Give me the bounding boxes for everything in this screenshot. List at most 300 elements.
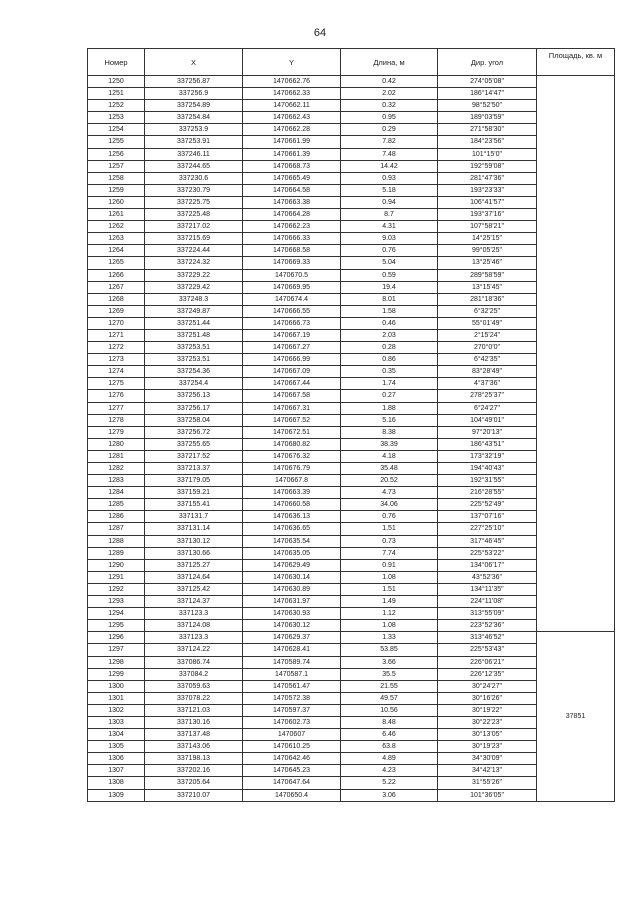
- cell-x: 337124.64: [145, 571, 243, 583]
- cell-number: 1273: [88, 354, 145, 366]
- cell-x: 337130.16: [145, 716, 243, 728]
- table-row: [88, 402, 615, 414]
- cell-number: 1300: [88, 680, 145, 692]
- cell-x: 337123.3: [145, 608, 243, 620]
- table-row: [88, 354, 615, 366]
- cell-y: 1470589.74: [243, 656, 341, 668]
- cell-direction-angle: 137°07'16": [438, 511, 537, 523]
- cell-direction-angle: 6°42'35": [438, 354, 537, 366]
- cell-y: 1470663.38: [243, 196, 341, 208]
- cell-y: 1470636.65: [243, 523, 341, 535]
- cell-direction-angle: 13°25'46": [438, 257, 537, 269]
- area-cell-empty: [537, 76, 615, 632]
- cell-y: 1470662.43: [243, 112, 341, 124]
- cell-y: 1470629.37: [243, 632, 341, 644]
- table-row: [88, 789, 615, 801]
- cell-x: 337078.22: [145, 692, 243, 704]
- cell-x: 337131.14: [145, 523, 243, 535]
- cell-direction-angle: 226°06'21": [438, 656, 537, 668]
- cell-number: 1309: [88, 789, 145, 801]
- cell-number: 1256: [88, 148, 145, 160]
- cell-x: 337249.87: [145, 305, 243, 317]
- cell-x: 337159.21: [145, 487, 243, 499]
- cell-direction-angle: 31°55'26": [438, 777, 537, 789]
- table-body: [88, 76, 615, 802]
- cell-length: 19.4: [341, 281, 438, 293]
- cell-length: 5.16: [341, 414, 438, 426]
- cell-length: 8.48: [341, 716, 438, 728]
- cell-y: 1470669.95: [243, 281, 341, 293]
- cell-length: 0.94: [341, 196, 438, 208]
- cell-number: 1268: [88, 293, 145, 305]
- cell-number: 1302: [88, 704, 145, 716]
- cell-length: 7.74: [341, 547, 438, 559]
- cell-x: 337253.51: [145, 342, 243, 354]
- cell-length: 0.76: [341, 511, 438, 523]
- cell-length: 5.04: [341, 257, 438, 269]
- table-row: [88, 475, 615, 487]
- cell-x: 337143.06: [145, 741, 243, 753]
- table-row: [88, 112, 615, 124]
- cell-y: 1470674.4: [243, 293, 341, 305]
- cell-number: 1291: [88, 571, 145, 583]
- cell-y: 1470587.1: [243, 668, 341, 680]
- table-row: [88, 620, 615, 632]
- cell-direction-angle: 317°46'45": [438, 535, 537, 547]
- cell-y: 1470666.99: [243, 354, 341, 366]
- cell-y: 1470610.25: [243, 741, 341, 753]
- cell-direction-angle: 225°52'49": [438, 499, 537, 511]
- cell-length: 7.48: [341, 148, 438, 160]
- table-row: [88, 523, 615, 535]
- cell-length: 5.18: [341, 184, 438, 196]
- cell-length: 1.51: [341, 583, 438, 595]
- cell-x: 337256.17: [145, 402, 243, 414]
- cell-direction-angle: 6°32'25": [438, 305, 537, 317]
- cell-number: 1271: [88, 329, 145, 341]
- cell-x: 337125.27: [145, 559, 243, 571]
- cell-number: 1296: [88, 632, 145, 644]
- cell-y: 1470630.14: [243, 571, 341, 583]
- cell-x: 337251.44: [145, 317, 243, 329]
- table-row: [88, 76, 615, 88]
- cell-x: 337230.6: [145, 172, 243, 184]
- cell-length: 8.38: [341, 426, 438, 438]
- cell-x: 337137.48: [145, 729, 243, 741]
- cell-direction-angle: 224°11'08": [438, 596, 537, 608]
- cell-number: 1307: [88, 765, 145, 777]
- cell-x: 337217.02: [145, 221, 243, 233]
- cell-y: 1470663.39: [243, 487, 341, 499]
- cell-length: 8.7: [341, 209, 438, 221]
- cell-x: 337254.84: [145, 112, 243, 124]
- cell-number: 1295: [88, 620, 145, 632]
- cell-direction-angle: 193°37'16": [438, 209, 537, 221]
- cell-y: 1470669.33: [243, 257, 341, 269]
- cell-x: 337244.65: [145, 160, 243, 172]
- table-row: [88, 390, 615, 402]
- cell-y: 1470631.97: [243, 596, 341, 608]
- table-row: [88, 293, 615, 305]
- cell-number: 1293: [88, 596, 145, 608]
- cell-direction-angle: 313°55'09": [438, 608, 537, 620]
- cell-direction-angle: 134°11'35": [438, 583, 537, 595]
- cell-number: 1308: [88, 777, 145, 789]
- cell-y: 1470666.73: [243, 317, 341, 329]
- cell-x: 337205.64: [145, 777, 243, 789]
- cell-direction-angle: 225°53'22": [438, 547, 537, 559]
- cell-direction-angle: 99°05'25": [438, 245, 537, 257]
- cell-direction-angle: 226°12'35": [438, 668, 537, 680]
- cell-x: 337130.66: [145, 547, 243, 559]
- cell-number: 1253: [88, 112, 145, 124]
- cell-number: 1290: [88, 559, 145, 571]
- table-row: [88, 765, 615, 777]
- cell-direction-angle: 186°14'47": [438, 88, 537, 100]
- cell-number: 1306: [88, 753, 145, 765]
- cell-y: 1470630.93: [243, 608, 341, 620]
- table-row: [88, 704, 615, 716]
- cell-y: 1470642.46: [243, 753, 341, 765]
- cell-y: 1470667.8: [243, 475, 341, 487]
- cell-x: 337124.37: [145, 596, 243, 608]
- cell-x: 337130.12: [145, 535, 243, 547]
- cell-length: 7.82: [341, 136, 438, 148]
- cell-x: 337256.87: [145, 76, 243, 88]
- cell-y: 1470664.28: [243, 209, 341, 221]
- cell-y: 1470650.4: [243, 789, 341, 801]
- cell-direction-angle: 104°49'01": [438, 414, 537, 426]
- cell-number: 1269: [88, 305, 145, 317]
- table-row: [88, 342, 615, 354]
- cell-length: 0.27: [341, 390, 438, 402]
- cell-x: 337256.9: [145, 88, 243, 100]
- cell-y: 1470667.58: [243, 390, 341, 402]
- cell-number: 1294: [88, 608, 145, 620]
- cell-x: 337255.65: [145, 438, 243, 450]
- cell-x: 337210.07: [145, 789, 243, 801]
- cell-number: 1270: [88, 317, 145, 329]
- header-y: Y: [243, 49, 341, 76]
- cell-number: 1250: [88, 76, 145, 88]
- cell-direction-angle: 34°30'09": [438, 753, 537, 765]
- cell-y: 1470667.19: [243, 329, 341, 341]
- cell-number: 1259: [88, 184, 145, 196]
- cell-number: 1288: [88, 535, 145, 547]
- cell-y: 1470667.52: [243, 414, 341, 426]
- cell-number: 1267: [88, 281, 145, 293]
- cell-length: 8.01: [341, 293, 438, 305]
- table-row: [88, 366, 615, 378]
- table-row: [88, 438, 615, 450]
- cell-direction-angle: 13°15'45": [438, 281, 537, 293]
- cell-direction-angle: 2°15'24": [438, 329, 537, 341]
- cell-number: 1285: [88, 499, 145, 511]
- cell-y: 1470645.23: [243, 765, 341, 777]
- cell-length: 0.91: [341, 559, 438, 571]
- cell-direction-angle: 189°03'59": [438, 112, 537, 124]
- cell-number: 1251: [88, 88, 145, 100]
- cell-length: 34.06: [341, 499, 438, 511]
- table-row: [88, 692, 615, 704]
- cell-x: 337155.41: [145, 499, 243, 511]
- table-row: [88, 777, 615, 789]
- cell-direction-angle: 101°36'05": [438, 789, 537, 801]
- cell-length: 49.57: [341, 692, 438, 704]
- cell-x: 337246.11: [145, 148, 243, 160]
- cell-direction-angle: 186°43'51": [438, 438, 537, 450]
- cell-direction-angle: 34°42'13": [438, 765, 537, 777]
- cell-direction-angle: 278°25'37": [438, 390, 537, 402]
- page-number: 64: [313, 27, 327, 39]
- table-row: [88, 463, 615, 475]
- cell-length: 4.31: [341, 221, 438, 233]
- table-row: [88, 281, 615, 293]
- cell-direction-angle: 192°59'08": [438, 160, 537, 172]
- cell-y: 1470676.79: [243, 463, 341, 475]
- table-row: [88, 329, 615, 341]
- cell-direction-angle: 281°18'36": [438, 293, 537, 305]
- cell-x: 337258.04: [145, 414, 243, 426]
- cell-number: 1286: [88, 511, 145, 523]
- cell-length: 4.23: [341, 765, 438, 777]
- cell-number: 1304: [88, 729, 145, 741]
- cell-direction-angle: 30°19'23": [438, 741, 537, 753]
- cell-y: 1470630.89: [243, 583, 341, 595]
- table-row: [88, 172, 615, 184]
- cell-length: 0.29: [341, 124, 438, 136]
- cell-length: 4.73: [341, 487, 438, 499]
- cell-direction-angle: 30°13'05": [438, 729, 537, 741]
- cell-direction-angle: 194°40'43": [438, 463, 537, 475]
- header-x: X: [145, 49, 243, 76]
- cell-x: 337254.36: [145, 366, 243, 378]
- table-row: [88, 499, 615, 511]
- cell-y: 1470666.55: [243, 305, 341, 317]
- cell-y: 1470670.5: [243, 269, 341, 281]
- area-value-cell: 37851: [537, 632, 615, 801]
- table-row: [88, 608, 615, 620]
- cell-number: 1275: [88, 378, 145, 390]
- cell-number: 1264: [88, 245, 145, 257]
- cell-direction-angle: 227°25'10": [438, 523, 537, 535]
- cell-direction-angle: 193°23'33": [438, 184, 537, 196]
- cell-length: 3.06: [341, 789, 438, 801]
- cell-direction-angle: 101°15'0": [438, 148, 537, 160]
- cell-y: 1470607: [243, 729, 341, 741]
- cell-length: 35.48: [341, 463, 438, 475]
- cell-y: 1470635.54: [243, 535, 341, 547]
- cell-x: 337124.08: [145, 620, 243, 632]
- cell-number: 1278: [88, 414, 145, 426]
- cell-length: 1.08: [341, 620, 438, 632]
- cell-number: 1292: [88, 583, 145, 595]
- coordinates-table: [87, 48, 615, 802]
- cell-y: 1470676.32: [243, 450, 341, 462]
- cell-direction-angle: 107°58'21": [438, 221, 537, 233]
- cell-number: 1261: [88, 209, 145, 221]
- cell-y: 1470662.33: [243, 88, 341, 100]
- cell-y: 1470667.31: [243, 402, 341, 414]
- cell-number: 1281: [88, 450, 145, 462]
- table-row: [88, 269, 615, 281]
- cell-length: 4.89: [341, 753, 438, 765]
- cell-x: 337253.51: [145, 354, 243, 366]
- table-row: [88, 571, 615, 583]
- cell-x: 337229.22: [145, 269, 243, 281]
- cell-x: 337256.13: [145, 390, 243, 402]
- cell-y: 1470680.82: [243, 438, 341, 450]
- cell-length: 0.32: [341, 100, 438, 112]
- cell-length: 0.76: [341, 245, 438, 257]
- cell-x: 337131.7: [145, 511, 243, 523]
- cell-y: 1470667.09: [243, 366, 341, 378]
- table-row: [88, 378, 615, 390]
- table-row: [88, 124, 615, 136]
- cell-x: 337253.9: [145, 124, 243, 136]
- cell-y: 1470665.49: [243, 172, 341, 184]
- cell-length: 3.66: [341, 656, 438, 668]
- cell-x: 337125.42: [145, 583, 243, 595]
- cell-length: 20.52: [341, 475, 438, 487]
- cell-number: 1289: [88, 547, 145, 559]
- cell-y: 1470661.39: [243, 148, 341, 160]
- cell-number: 1301: [88, 692, 145, 704]
- cell-length: 0.93: [341, 172, 438, 184]
- table-row: [88, 753, 615, 765]
- cell-y: 1470666.33: [243, 233, 341, 245]
- cell-x: 337217.52: [145, 450, 243, 462]
- cell-length: 1.74: [341, 378, 438, 390]
- cell-y: 1470668.58: [243, 245, 341, 257]
- table-row: [88, 450, 615, 462]
- cell-x: 337225.75: [145, 196, 243, 208]
- cell-direction-angle: 30°16'26": [438, 692, 537, 704]
- table-row: [88, 487, 615, 499]
- table-row: [88, 559, 615, 571]
- table-row: [88, 100, 615, 112]
- table-row: [88, 729, 615, 741]
- cell-direction-angle: 223°52'36": [438, 620, 537, 632]
- cell-y: 1470660.58: [243, 499, 341, 511]
- cell-length: 1.88: [341, 402, 438, 414]
- cell-number: 1297: [88, 644, 145, 656]
- cell-length: 0.28: [341, 342, 438, 354]
- cell-x: 337251.48: [145, 329, 243, 341]
- cell-number: 1263: [88, 233, 145, 245]
- cell-direction-angle: 43°52'36": [438, 571, 537, 583]
- cell-x: 337059.63: [145, 680, 243, 692]
- table-row: [88, 148, 615, 160]
- cell-x: 337179.05: [145, 475, 243, 487]
- table-row: [88, 209, 615, 221]
- cell-direction-angle: 270°0'0": [438, 342, 537, 354]
- cell-y: 1470647.64: [243, 777, 341, 789]
- table-row: [88, 305, 615, 317]
- table-row: [88, 668, 615, 680]
- cell-number: 1303: [88, 716, 145, 728]
- cell-x: 337254.89: [145, 100, 243, 112]
- cell-number: 1272: [88, 342, 145, 354]
- cell-direction-angle: 274°05'08": [438, 76, 537, 88]
- cell-length: 14.42: [341, 160, 438, 172]
- cell-direction-angle: 192°31'55": [438, 475, 537, 487]
- cell-number: 1298: [88, 656, 145, 668]
- cell-y: 1470662.11: [243, 100, 341, 112]
- cell-x: 337248.3: [145, 293, 243, 305]
- cell-length: 6.46: [341, 729, 438, 741]
- table-row: [88, 196, 615, 208]
- cell-y: 1470662.76: [243, 76, 341, 88]
- table-row: [88, 583, 615, 595]
- cell-y: 1470662.28: [243, 124, 341, 136]
- cell-length: 0.35: [341, 366, 438, 378]
- cell-length: 1.08: [341, 571, 438, 583]
- cell-y: 1470661.99: [243, 136, 341, 148]
- cell-y: 1470572.38: [243, 692, 341, 704]
- cell-number: 1265: [88, 257, 145, 269]
- cell-y: 1470597.37: [243, 704, 341, 716]
- cell-direction-angle: 225°53'43": [438, 644, 537, 656]
- cell-length: 38.39: [341, 438, 438, 450]
- cell-x: 337202.16: [145, 765, 243, 777]
- cell-y: 1470561.47: [243, 680, 341, 692]
- header-length: Длина, м: [341, 49, 438, 76]
- table-row: [88, 233, 615, 245]
- cell-y: 1470628.41: [243, 644, 341, 656]
- table-row: [88, 184, 615, 196]
- cell-x: 337225.48: [145, 209, 243, 221]
- cell-direction-angle: 97°20'13": [438, 426, 537, 438]
- table-row: [88, 414, 615, 426]
- cell-y: 1470635.05: [243, 547, 341, 559]
- cell-x: 337224.32: [145, 257, 243, 269]
- cell-y: 1470672.51: [243, 426, 341, 438]
- cell-x: 337253.91: [145, 136, 243, 148]
- table-row: [88, 245, 615, 257]
- cell-direction-angle: 271°58'30": [438, 124, 537, 136]
- cell-x: 337123.3: [145, 632, 243, 644]
- cell-length: 35.5: [341, 668, 438, 680]
- table-row: [88, 716, 615, 728]
- cell-length: 9.03: [341, 233, 438, 245]
- cell-direction-angle: 30°19'22": [438, 704, 537, 716]
- cell-number: 1258: [88, 172, 145, 184]
- cell-y: 1470636.13: [243, 511, 341, 523]
- cell-length: 0.73: [341, 535, 438, 547]
- cell-number: 1283: [88, 475, 145, 487]
- cell-length: 1.51: [341, 523, 438, 535]
- table-header-row: [88, 49, 615, 76]
- cell-x: 337198.13: [145, 753, 243, 765]
- table-row: [88, 596, 615, 608]
- cell-x: 337230.79: [145, 184, 243, 196]
- table-row: [88, 632, 615, 644]
- cell-length: 1.33: [341, 632, 438, 644]
- table-row: [88, 656, 615, 668]
- cell-number: 1280: [88, 438, 145, 450]
- cell-direction-angle: 134°06'17": [438, 559, 537, 571]
- cell-direction-angle: 106°41'57": [438, 196, 537, 208]
- cell-direction-angle: 173°32'19": [438, 450, 537, 462]
- cell-x: 337254.4: [145, 378, 243, 390]
- table-row: [88, 644, 615, 656]
- cell-length: 2.03: [341, 329, 438, 341]
- cell-direction-angle: 55°01'49": [438, 317, 537, 329]
- cell-direction-angle: 30°24'27": [438, 680, 537, 692]
- header-number: Номер: [88, 49, 145, 76]
- cell-x: 337229.42: [145, 281, 243, 293]
